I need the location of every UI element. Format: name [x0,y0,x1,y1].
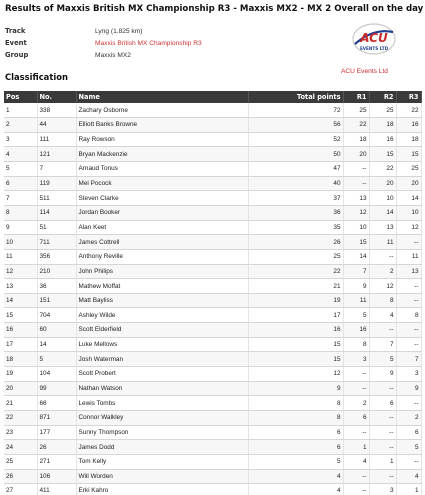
r1-cell: 12 [343,205,369,220]
r3-cell: 12 [396,220,421,235]
results-body [4,103,421,495]
r2-cell: 22 [369,162,396,177]
number-cell: 271 [37,454,76,469]
pos-cell: 7 [4,191,37,206]
r3-cell: 10 [396,205,421,220]
r2-cell: 4 [369,308,396,323]
number-cell: 711 [37,235,76,250]
r1-cell: -- [343,425,369,440]
col-header-r2[interactable]: R2 [369,91,396,103]
pos-cell: 10 [4,235,37,250]
table-row [4,425,421,440]
table-row [4,352,421,367]
r3-cell: 11 [396,249,421,264]
number-cell: 151 [37,293,76,308]
table-row [4,293,421,308]
r2-cell: 12 [369,279,396,294]
rider-name-cell: Alan Keet [76,220,248,235]
pos-cell: 5 [4,162,37,177]
table-row [4,410,421,425]
total-points-cell: 72 [248,103,343,118]
results-table [4,91,422,495]
track-value: Lyng (1.825 km) [95,27,143,35]
rider-name-cell: Matt Bayliss [76,293,248,308]
number-cell: 5 [37,352,76,367]
table-row [4,469,421,484]
r2-cell: 14 [369,205,396,220]
table-row [4,323,421,338]
r2-cell: 9 [369,367,396,382]
total-points-cell: 50 [248,147,343,162]
total-points-cell: 52 [248,132,343,147]
rider-name-cell: Anthony Reville [76,249,248,264]
r3-cell: -- [396,279,421,294]
rider-name-cell: Erki Kahro [76,484,248,495]
total-points-cell: 56 [248,118,343,133]
r1-cell: -- [343,469,369,484]
total-points-cell: 12 [248,367,343,382]
section-title: Classification [5,72,68,82]
number-cell: 60 [37,323,76,338]
pos-cell: 11 [4,249,37,264]
r2-cell: 13 [369,220,396,235]
table-row [4,337,421,352]
r3-cell: -- [396,396,421,411]
table-row [4,235,421,250]
pos-cell: 17 [4,337,37,352]
pos-cell: 2 [4,118,37,133]
table-row [4,279,421,294]
total-points-cell: 47 [248,162,343,177]
total-points-cell: 9 [248,381,343,396]
total-points-cell: 15 [248,337,343,352]
number-cell: 121 [37,147,76,162]
rider-name-cell: Arnaud Tonus [76,162,248,177]
table-row [4,381,421,396]
r1-cell: -- [343,484,369,495]
table-row [4,162,421,177]
rider-name-cell: Luke Mellows [76,337,248,352]
r1-cell: -- [343,162,369,177]
rider-name-cell: Elliott Banks Browne [76,118,248,133]
col-header-r1[interactable]: R1 [343,91,369,103]
table-row [4,264,421,279]
table-row [4,249,421,264]
total-points-cell: 6 [248,440,343,455]
number-cell: 26 [37,440,76,455]
table-row [4,176,421,191]
rider-name-cell: Will Worden [76,469,248,484]
rider-name-cell: Connor Walkley [76,410,248,425]
r2-cell: 11 [369,235,396,250]
event-info [5,25,265,61]
rider-name-cell: Ashley Wilde [76,308,248,323]
table-row [4,132,421,147]
pos-cell: 26 [4,469,37,484]
r3-cell: 14 [396,191,421,206]
pos-cell: 15 [4,308,37,323]
number-cell: 411 [37,484,76,495]
r2-cell: -- [369,440,396,455]
r1-cell: -- [343,176,369,191]
r3-cell: 25 [396,162,421,177]
table-row [4,147,421,162]
pos-cell: 12 [4,264,37,279]
total-points-cell: 36 [248,205,343,220]
r3-cell: -- [396,337,421,352]
rider-name-cell: Bryan Mackenzie [76,147,248,162]
logo-caption-link[interactable]: ACU Events Ltd [341,68,388,75]
r3-cell: 2 [396,410,421,425]
total-points-cell: 16 [248,323,343,338]
total-points-cell: 17 [248,308,343,323]
total-points-cell: 8 [248,410,343,425]
table-header-row [4,91,421,103]
r1-cell: 7 [343,264,369,279]
number-cell: 177 [37,425,76,440]
r1-cell: 8 [343,337,369,352]
number-cell: 210 [37,264,76,279]
pos-cell: 18 [4,352,37,367]
r1-cell: 20 [343,147,369,162]
logo-subtext: EVENTS LTD [359,46,389,51]
r2-cell: 7 [369,337,396,352]
r3-cell: 1 [396,484,421,495]
pos-cell: 19 [4,367,37,382]
number-cell: 14 [37,337,76,352]
rider-name-cell: Ray Rowson [76,132,248,147]
number-cell: 119 [37,176,76,191]
table-row [4,484,421,495]
r3-cell: 5 [396,440,421,455]
r2-cell: -- [369,410,396,425]
r2-cell: 5 [369,352,396,367]
r1-cell: 1 [343,440,369,455]
r2-cell: 15 [369,147,396,162]
pos-cell: 13 [4,279,37,294]
col-header-total-points[interactable]: Total points [248,91,343,103]
number-cell: 104 [37,367,76,382]
r3-cell: 18 [396,132,421,147]
table-row [4,367,421,382]
r1-cell: 15 [343,235,369,250]
r3-cell: -- [396,454,421,469]
rider-name-cell: Mel Pocock [76,176,248,191]
r2-cell: 2 [369,264,396,279]
col-header-no[interactable]: No. [37,91,76,103]
number-cell: 66 [37,396,76,411]
rider-name-cell: Jordan Booker [76,205,248,220]
number-cell: 111 [37,132,76,147]
r2-cell: 6 [369,396,396,411]
table-row [4,308,421,323]
pos-cell: 4 [4,147,37,162]
total-points-cell: 25 [248,249,343,264]
rider-name-cell: Zachary Osborne [76,103,248,118]
r1-cell: 9 [343,279,369,294]
r3-cell: 6 [396,425,421,440]
number-cell: 511 [37,191,76,206]
rider-name-cell: John Philips [76,264,248,279]
rider-name-cell: Josh Waterman [76,352,248,367]
rider-name-cell: Sunny Thompson [76,425,248,440]
rider-name-cell: Nathan Watson [76,381,248,396]
table-row [4,103,421,118]
number-cell: 36 [37,279,76,294]
pos-cell: 6 [4,176,37,191]
r3-cell: 3 [396,367,421,382]
total-points-cell: 26 [248,235,343,250]
pos-cell: 22 [4,410,37,425]
r1-cell: 18 [343,132,369,147]
r1-cell: 2 [343,396,369,411]
rider-name-cell: Scott Elderfield [76,323,248,338]
total-points-cell: 35 [248,220,343,235]
r2-cell: -- [369,425,396,440]
r2-cell: 1 [369,454,396,469]
r2-cell: 25 [369,103,396,118]
group-row [5,49,265,61]
number-cell: 106 [37,469,76,484]
r2-cell: 8 [369,293,396,308]
r3-cell: 22 [396,103,421,118]
group-label: Group [5,51,29,59]
r1-cell: 25 [343,103,369,118]
event-value-link[interactable]: Maxxis British MX Championship R3 [95,39,202,47]
number-cell: 7 [37,162,76,177]
r3-cell: 9 [396,381,421,396]
pos-cell: 9 [4,220,37,235]
r3-cell: 16 [396,118,421,133]
pos-cell: 14 [4,293,37,308]
table-row [4,440,421,455]
total-points-cell: 4 [248,469,343,484]
r1-cell: 16 [343,323,369,338]
r3-cell: -- [396,293,421,308]
total-points-cell: 5 [248,454,343,469]
r1-cell: 22 [343,118,369,133]
r2-cell: 10 [369,191,396,206]
total-points-cell: 15 [248,352,343,367]
total-points-cell: 8 [248,396,343,411]
track-label: Track [5,27,26,35]
acu-logo [351,20,397,58]
number-cell: 871 [37,410,76,425]
r3-cell: 7 [396,352,421,367]
r1-cell: 11 [343,293,369,308]
number-cell: 704 [37,308,76,323]
r2-cell: 3 [369,484,396,495]
group-value: Maxxis MX2 [95,51,131,59]
col-header-pos[interactable]: Pos [4,91,37,103]
r2-cell: 18 [369,118,396,133]
r2-cell: 16 [369,132,396,147]
table-row [4,205,421,220]
r2-cell: -- [369,249,396,264]
logo-text: ACU [360,31,388,45]
r1-cell: 6 [343,410,369,425]
total-points-cell: 22 [248,264,343,279]
r3-cell: 15 [396,147,421,162]
col-header-r3[interactable]: R3 [396,91,421,103]
number-cell: 44 [37,118,76,133]
track-row [5,25,265,37]
rider-name-cell: Tom Kelly [76,454,248,469]
pos-cell: 21 [4,396,37,411]
pos-cell: 23 [4,425,37,440]
number-cell: 114 [37,205,76,220]
total-points-cell: 6 [248,425,343,440]
pos-cell: 1 [4,103,37,118]
r3-cell: 13 [396,264,421,279]
pos-cell: 8 [4,205,37,220]
rider-name-cell: James Cottrell [76,235,248,250]
r3-cell: 4 [396,469,421,484]
number-cell: 356 [37,249,76,264]
r3-cell: -- [396,323,421,338]
table-row [4,191,421,206]
number-cell: 99 [37,381,76,396]
number-cell: 338 [37,103,76,118]
table-row [4,220,421,235]
page-title: Results of Maxxis British MX Championship R3 - Maxxis MX2 - MX 2 Overall on the day [5,4,424,14]
r3-cell: -- [396,235,421,250]
pos-cell: 25 [4,454,37,469]
pos-cell: 3 [4,132,37,147]
r1-cell: 13 [343,191,369,206]
r1-cell: 3 [343,352,369,367]
r2-cell: -- [369,323,396,338]
r3-cell: 8 [396,308,421,323]
r2-cell: 20 [369,176,396,191]
r1-cell: 5 [343,308,369,323]
total-points-cell: 21 [248,279,343,294]
r1-cell: 10 [343,220,369,235]
total-points-cell: 19 [248,293,343,308]
r2-cell: -- [369,469,396,484]
r3-cell: 20 [396,176,421,191]
r2-cell: -- [369,381,396,396]
number-cell: 51 [37,220,76,235]
total-points-cell: 37 [248,191,343,206]
table-row [4,396,421,411]
rider-name-cell: Scott Probert [76,367,248,382]
table-row [4,118,421,133]
rider-name-cell: Mathew Moffat [76,279,248,294]
event-row [5,37,265,49]
rider-name-cell: Lewis Tombs [76,396,248,411]
r1-cell: -- [343,367,369,382]
col-header-name[interactable]: Name [76,91,248,103]
table-row [4,454,421,469]
r1-cell: 4 [343,454,369,469]
pos-cell: 16 [4,323,37,338]
rider-name-cell: James Dodd [76,440,248,455]
pos-cell: 24 [4,440,37,455]
total-points-cell: 40 [248,176,343,191]
pos-cell: 27 [4,484,37,495]
total-points-cell: 4 [248,484,343,495]
pos-cell: 20 [4,381,37,396]
r1-cell: -- [343,381,369,396]
r1-cell: 14 [343,249,369,264]
event-label: Event [5,39,27,47]
rider-name-cell: Steven Clarke [76,191,248,206]
